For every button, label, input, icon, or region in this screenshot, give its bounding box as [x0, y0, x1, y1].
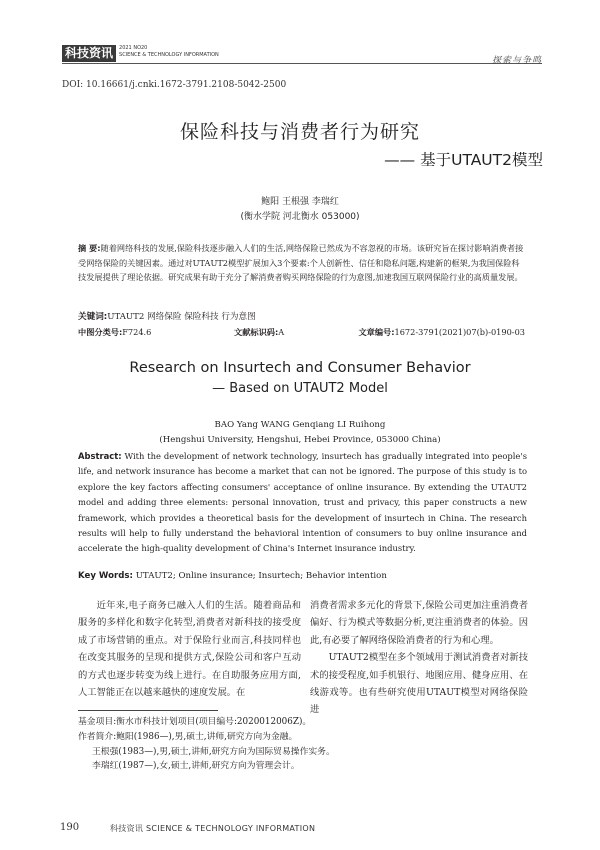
clc-label: 中图分类号:	[78, 327, 123, 337]
paper-subtitle-cn: —— 基于UTAUT2模型	[384, 151, 543, 169]
classification-line	[78, 327, 525, 339]
footnote-rule	[78, 710, 218, 711]
paper-subtitle-en: — Based on UTAUT2 Model	[212, 381, 388, 396]
header-rule	[62, 63, 542, 64]
journal-issue-block	[119, 45, 219, 59]
abstract-text-en: With the development of network technology, insurtech has gradually integrated into people's life, and network insurance has become a market that can not be ignored. The purpose of this study is to explore the key factors affecting consumers' acceptance of online insurance. By extending the UTAUT2 model and adding three elements: personal innovation, trust and privacy, this paper constructs a new framework, which provides a theoretical basis for the development of insurtech in China. The research results will help to fully understand the behavioral intention of consumers to buy online insurance and accelerate the high-quality development of China's Internet insurance industry.	[78, 451, 527, 554]
fund-note: 基金项目:衡水市科技计划项目(项目编号:2020012006Z)。	[78, 717, 312, 727]
author-bio: 作者简介:鲍阳(1986—),男,硕士,讲师,研究方向为金融。	[78, 731, 298, 742]
document-code	[234, 327, 284, 338]
clc-code	[78, 327, 151, 338]
body-column-left: 近年来,电子商务已融入人们的生活。随着商品和服务的多样化和数字化转型,消费者对新科技的接受度成了市场营销的重点。对于保险行业而言,科技同样也在改变其服务的呈现和提供方式,保险公司和客户互动的方式也逐步转变为线上进行。在自助服务应用方面,人工智能正在以越来越快的速度发展。在	[78, 600, 301, 699]
journal-masthead	[62, 45, 219, 62]
paper-title-cn: 保险科技与消费者行为研究	[179, 121, 420, 143]
footer-journal-name: 科技资讯 SCIENCE & TECHNOLOGY INFORMATION	[110, 824, 316, 833]
abstract-label-cn: 摘 要:	[78, 243, 101, 253]
abstract-text-cn: 随着网络科技的发展,保险科技逐步融入人们的生活,网络保险已然成为不容忽视的市场。该研究旨在探讨影响消费者接受网络保险的关键因素。通过对UTAUT2模型扩展加入3个要素:个人创新性、信任和隐私问题,构建新的框架,为我国保险科技发展提供了理论依据。研究成果有助于充分了解消费者购买网络保险的行为意图,加速我国互联网保险行业的高质量发展。	[78, 243, 524, 283]
section-label: 探索与争鸣	[491, 56, 542, 66]
author-bio: 王根强(1983—),男,硕士,讲师,研究方向为国际贸易操作实务。	[92, 746, 335, 757]
author-bio: 李瑞红(1987—),女,硕士,讲师,研究方向为管理会计。	[92, 761, 300, 772]
body-paragraph: 消费者需求多元化的背景下,保险公司更加注重消费者偏好、行为模式等数据分析,更注重消费者的体验。因此,有必要了解网络保险消费者的行为和心理。	[310, 600, 528, 646]
clc-value: F724.6	[122, 327, 152, 337]
doi: DOI: 10.16661/j.cnki.1672-3791.2108-5042-2500	[62, 80, 287, 90]
article-number	[358, 327, 525, 338]
abstract-cn	[78, 241, 525, 285]
authors-cn: 鲍阳 王根强 李瑞红	[261, 197, 339, 207]
authors-en: BAO Yang WANG Genqiang LI Ruihong	[214, 420, 386, 430]
keywords-text-en: UTAUT2; Online insurance; Insurtech; Behavior intention	[135, 571, 387, 581]
affiliation-cn: (衡水学院 河北衡水 053000)	[240, 212, 360, 222]
keywords-label-cn: 关键词:	[78, 312, 108, 322]
keywords-en	[78, 571, 387, 581]
abstract-label-en: Abstract:	[78, 451, 122, 461]
article-number-value: 1672-3791(2021)07(b)-0190-03	[394, 327, 525, 337]
body-column-right	[310, 597, 528, 719]
abstract-en	[78, 449, 527, 557]
journal-name-en: SCIENCE & TECHNOLOGY INFORMATION	[119, 52, 219, 58]
body-paragraph: UTAUT2模型在多个领域用于测试消费者对新技术的接受程度,如手机银行、地图应用、健身应用、在线游戏等。也有些研究使用UTAUT模型对网络保险进	[310, 652, 528, 716]
paper-title-en: Research on Insurtech and Consumer Behavior	[129, 360, 471, 376]
journal-issue: 2021 NO20	[119, 45, 148, 51]
page-number: 190	[60, 822, 80, 833]
footnotes	[78, 715, 335, 774]
journal-name-cn: 科技资讯	[62, 45, 116, 62]
keywords-text-cn: UTAUT2 网络保险 保险科技 行为意图	[107, 312, 256, 322]
keywords-label-en: Key Words:	[78, 571, 133, 581]
document-code-value: A	[278, 327, 285, 337]
keywords-cn	[78, 310, 256, 322]
document-code-label: 文献标识码:	[234, 327, 279, 337]
affiliation-en: (Hengshui University, Hengshui, Hebei Province, 053000 China)	[159, 435, 441, 445]
article-number-label: 文章编号:	[358, 327, 395, 337]
